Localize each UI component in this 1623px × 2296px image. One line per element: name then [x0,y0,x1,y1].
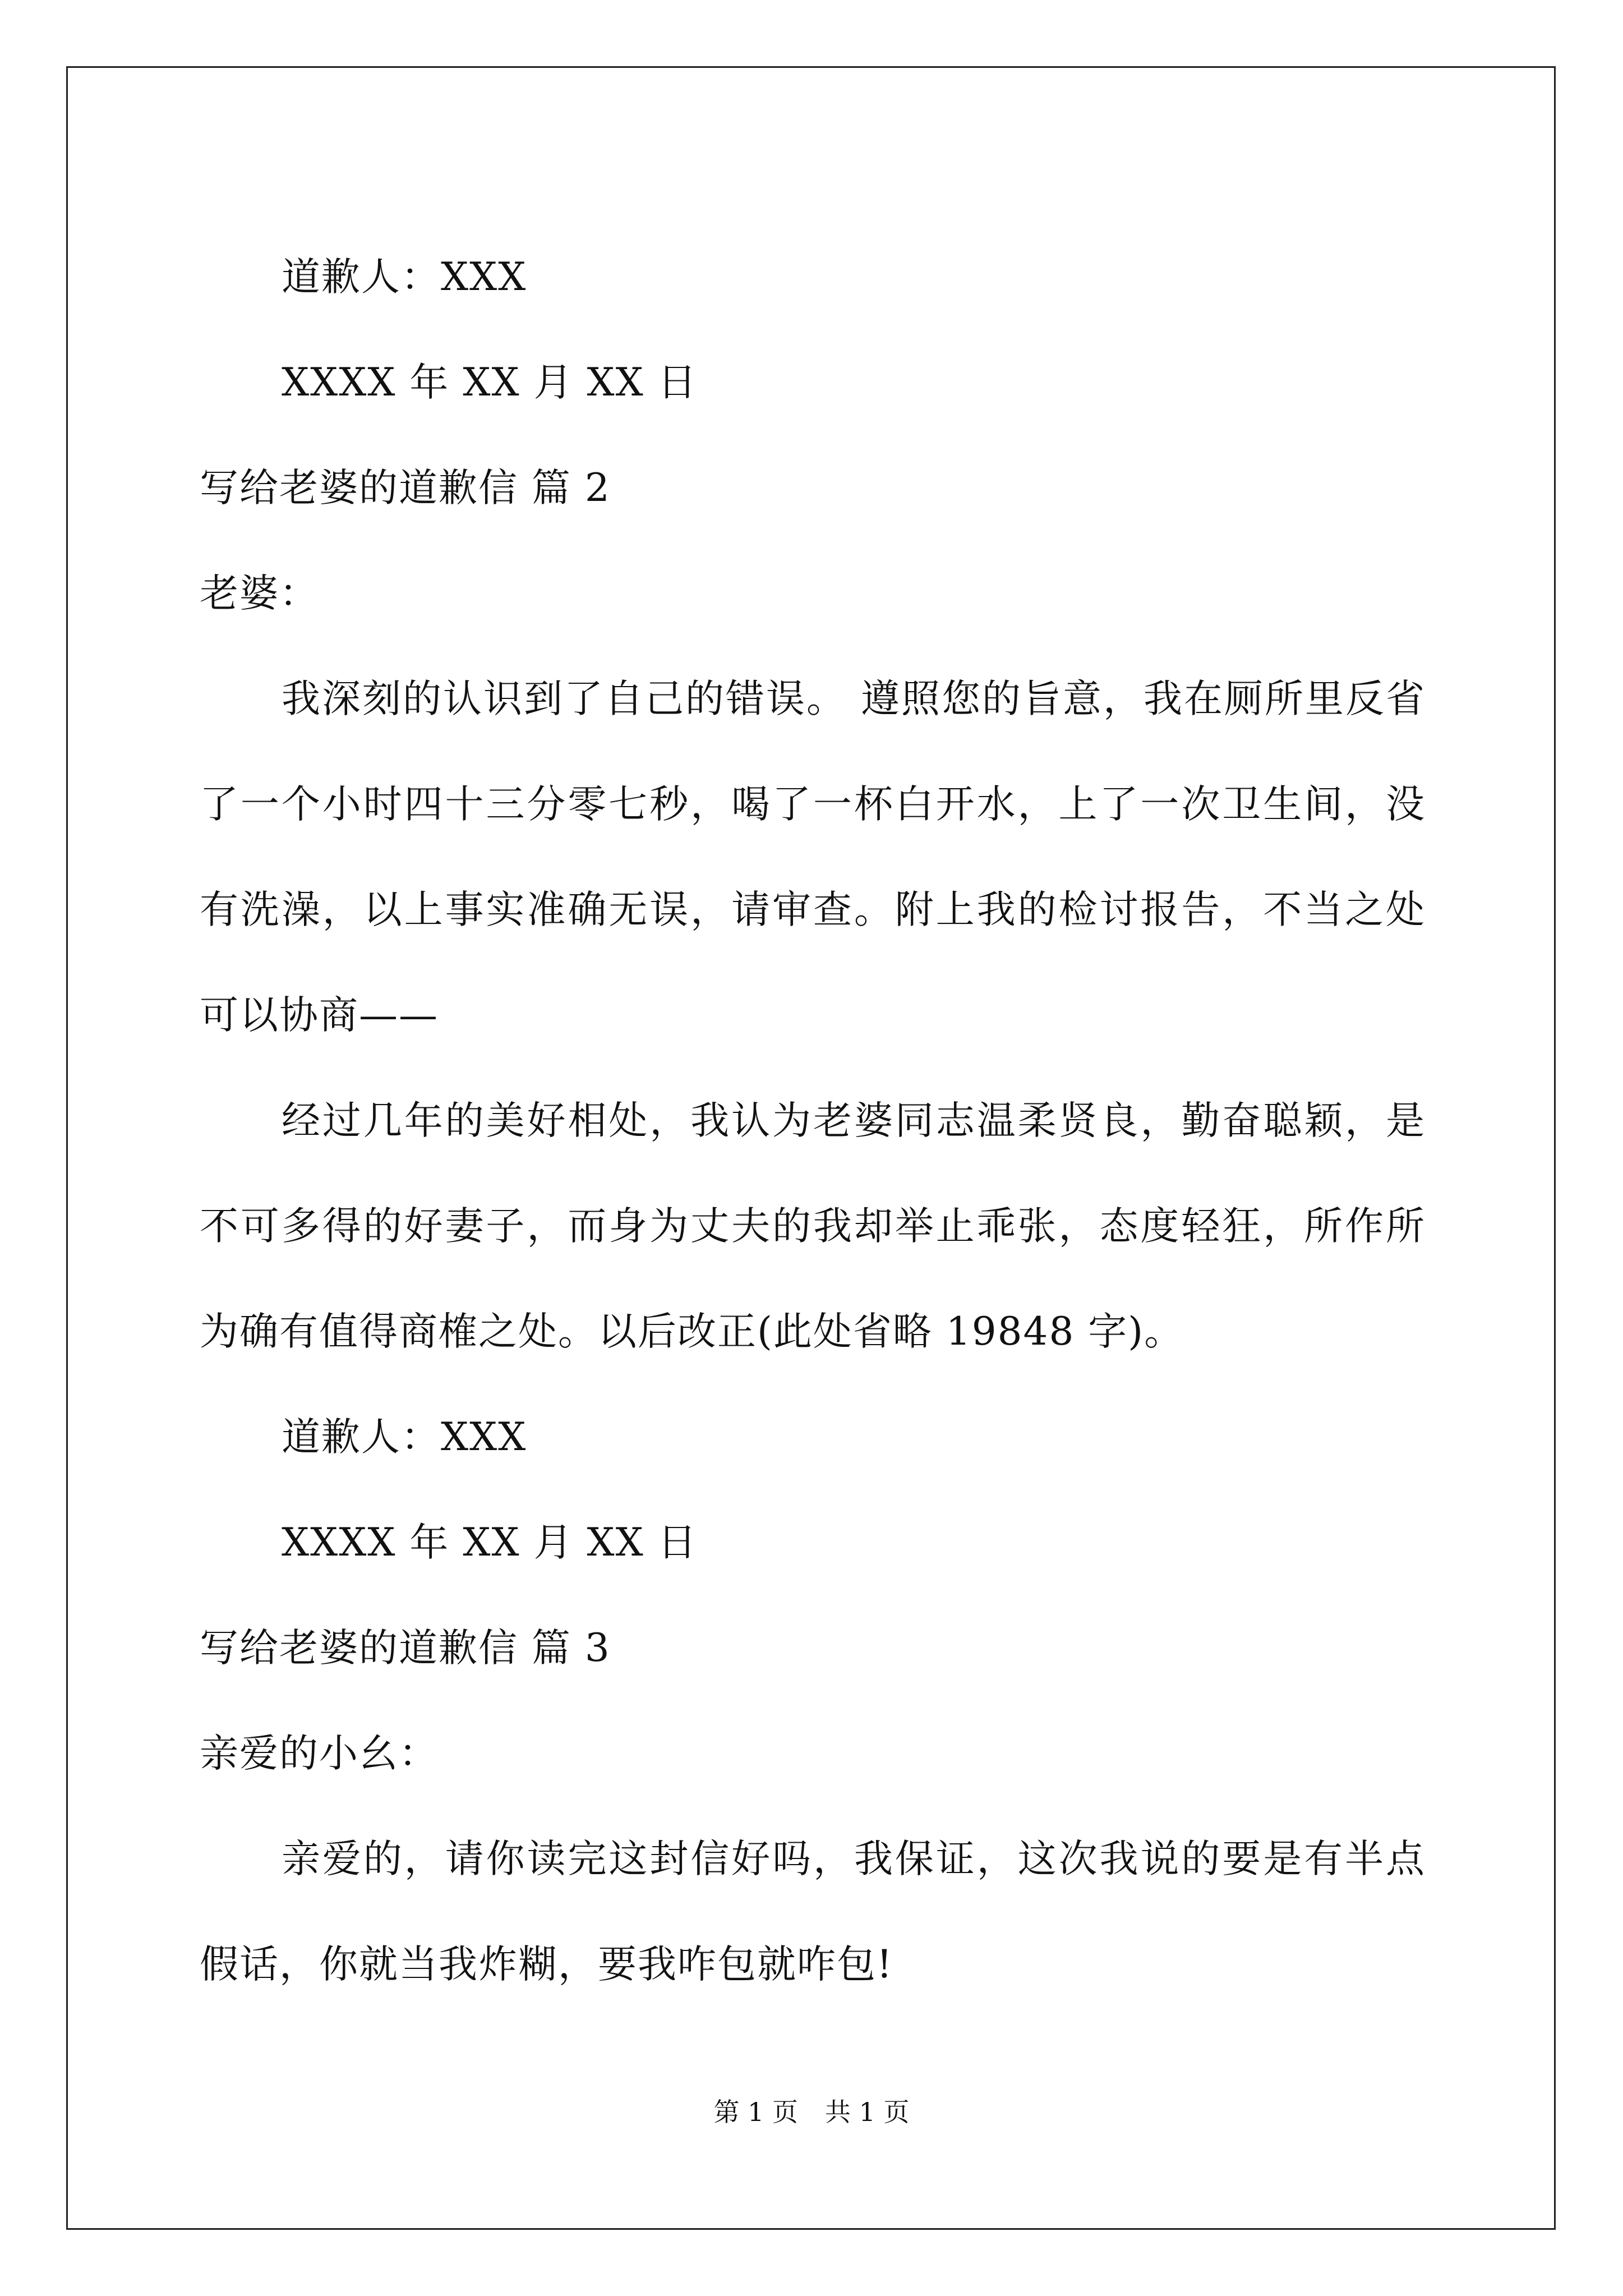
page-footer [0,2095,1623,2129]
page-total: 共 1 页 [825,2097,910,2127]
signature-line: 道歉人：XXX [282,1415,527,1460]
paragraph: 亲爱的，请你读完这封信好吗，我保证，这次我说的要是有半点假话，你就当我炸糊，要我咋包就咋包! [200,1837,1426,1987]
section-heading: 写给老婆的道歉信 篇 3 [200,1626,611,1671]
date-line: XXXX 年 XX 月 XX 日 [282,360,698,405]
section-heading: 写给老婆的道歉信 篇 2 [200,466,611,510]
salutation: 亲爱的小幺： [200,1731,439,1776]
page-number: 第 1 页 [713,2097,798,2127]
document-body [200,224,1426,2017]
salutation: 老婆： [200,571,319,616]
paragraph: 经过几年的美好相处，我认为老婆同志温柔贤良，勤奋聪颖，是不可多得的好妻子，而身为丈夫的我却举止乖张，态度轻狂，所作所为确有值得商榷之处。以后改正(此处省略 19848 字)。 [200,1098,1426,1354]
date-line: XXXX 年 XX 月 XX 日 [282,1520,698,1565]
signature-line: 道歉人：XXX [282,255,527,300]
paragraph: 我深刻的认识到了自己的错误。 遵照您的旨意，我在厕所里反省了一个小时四十三分零七秒，喝了一杯白开水，上了一次卫生间，没有洗澡，以上事实准确无误，请审查。附上我的检讨报告，不当之处可以协商—— [200,677,1426,1038]
